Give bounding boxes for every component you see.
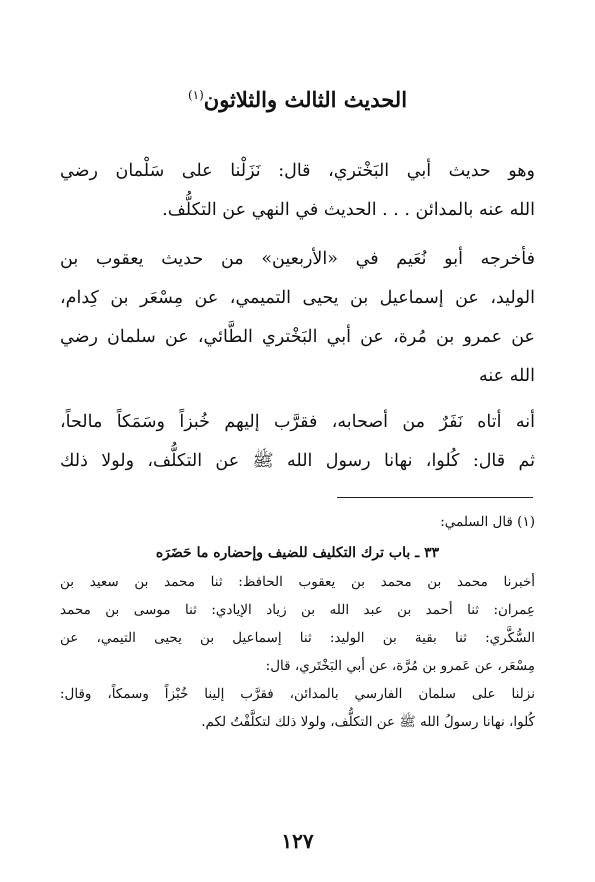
footnote-line: (١) قال السلمي: xyxy=(440,514,535,530)
footnote-marker: (١) xyxy=(187,88,204,102)
paragraph-1 xyxy=(60,152,535,230)
text-line: الوليد، عن إسماعيل بن يحيى التميمي، عن مِسْعَر بن كِدام، xyxy=(60,288,535,308)
page-number: ١٢٧ xyxy=(281,829,314,853)
footnote-line: نزلنا على سلمان الفارسي بالمدائن، فقرَّب إلينا خُبْزاً وسمكاً، وقال: xyxy=(60,686,535,702)
text-line: ثم قال: كُلوا، نهانا رسول الله ﷺ عن التكلُّف، ولولا ذلك xyxy=(60,451,535,471)
text-line: الله عنه xyxy=(478,366,535,386)
footnote-body xyxy=(60,568,535,736)
paragraph-3 xyxy=(60,403,535,481)
footnote-marker-line xyxy=(60,508,535,536)
chapter-title-text: الحديث الثالث والثلاثون xyxy=(203,87,408,112)
footnote-line: كُلوا، نهانا رسولُ الله ﷺ عن التكلُّف، ولولا ذلك لتكلَّفْتُ لكم. xyxy=(201,714,535,730)
text-line: الله عنه بالمدائن . . . الحديث في النهي عن التكلُّف. xyxy=(162,200,535,220)
footnote-line: مِسْعَر، عن عَمرو بن مُرَّة، عن أبي البَخْتَري، قال: xyxy=(265,658,535,674)
chapter-title xyxy=(40,80,555,115)
footnote-line: أخبرنا محمد بن محمد بن يعقوب الحافظ: ثنا محمد بن سعيد بن xyxy=(60,574,535,590)
footnote-line: السُّكَّري: ثنا بقية بن الوليد: ثنا إسماعيل بن يحيى التيمي، عن xyxy=(60,630,535,646)
footnote-line: عِمران: ثنا أحمد بن عبد الله بن زياد الإيادي: ثنا موسى بن محمد xyxy=(60,602,535,618)
footnote-divider xyxy=(337,497,533,498)
text-line: أنه أتاه نَفَرٌ من أصحابه، فقرَّب إليهم خُبزاً وسَمَكاً مالحاً، xyxy=(60,412,535,432)
text-line: عن عمرو بن مُرة، عن أبي البَخْتري الطَّائي، عن سلمان رضي xyxy=(60,327,535,347)
footnote-heading: ٣٣ ـ باب ترك التكليف للضيف وإحضاره ما حَضَرَه xyxy=(155,545,440,561)
text-line: فأخرجه أبو نُعَيم في «الأربعين» من حديث يعقوب بن xyxy=(60,249,535,269)
paragraph-2 xyxy=(60,240,535,396)
text-line: وهو حديث أبي البَخْتري، قال: نَزَلْنا على سَلْمان رضي xyxy=(60,161,535,181)
